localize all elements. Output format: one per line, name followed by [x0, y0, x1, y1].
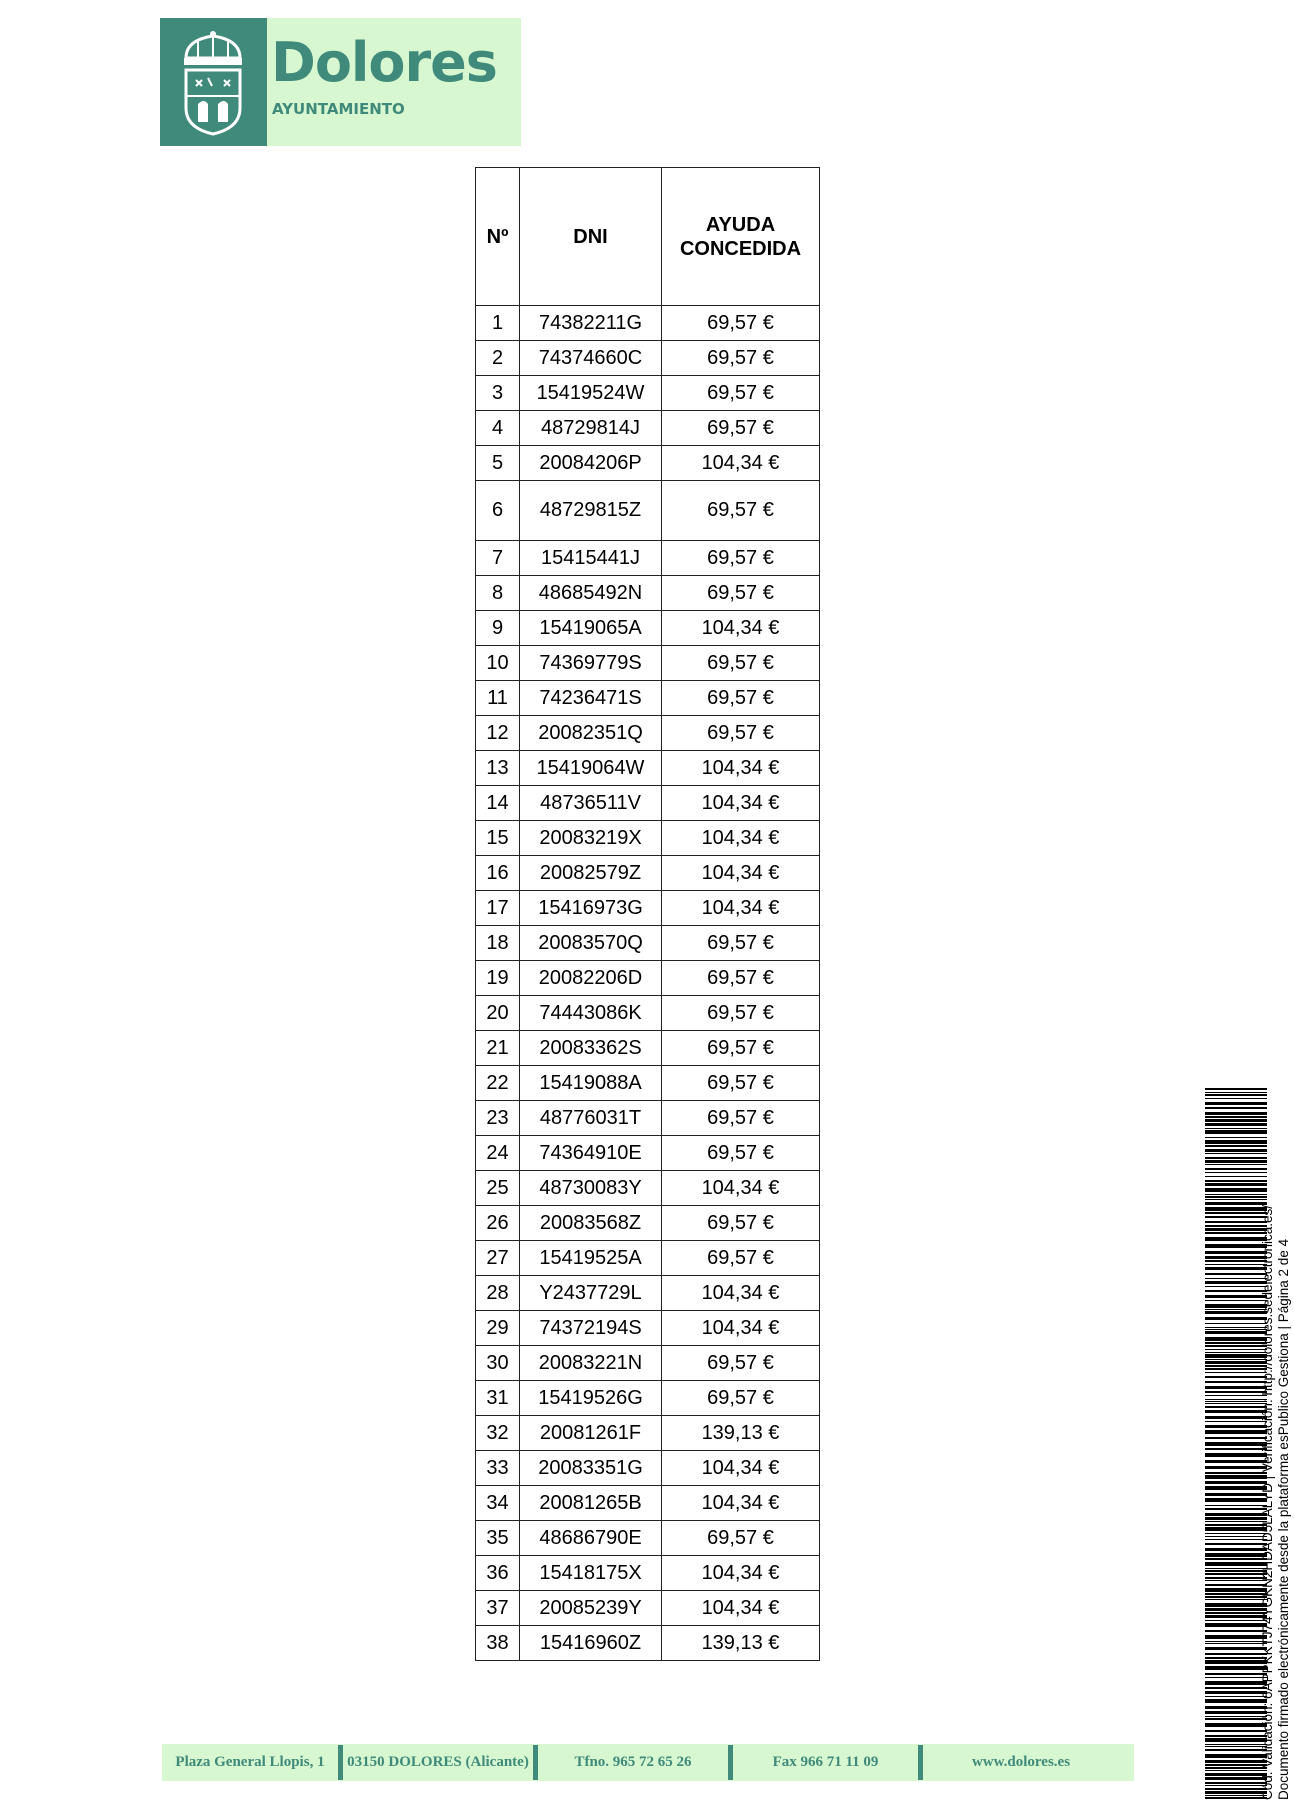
table-row	[476, 681, 820, 716]
table-row	[476, 1626, 820, 1661]
cell-ayuda: 69,57 €	[662, 411, 820, 446]
cell-ayuda: 69,57 €	[662, 1136, 820, 1171]
cell-ayuda: 104,34 €	[662, 821, 820, 856]
cell-ayuda: 69,57 €	[662, 1206, 820, 1241]
table-row	[476, 611, 820, 646]
cell-dni: 20083568Z	[520, 1206, 662, 1241]
table-row	[476, 751, 820, 786]
cell-num: 26	[476, 1206, 520, 1241]
cell-ayuda: 69,57 €	[662, 1346, 820, 1381]
cell-num: 10	[476, 646, 520, 681]
cell-dni: 74382211G	[520, 306, 662, 341]
cell-num: 25	[476, 1171, 520, 1206]
cell-num: 15	[476, 821, 520, 856]
table-row	[476, 996, 820, 1031]
header-ayuda	[662, 168, 820, 306]
cell-ayuda: 69,57 €	[662, 481, 820, 541]
cell-dni: 74374660C	[520, 341, 662, 376]
cell-num: 14	[476, 786, 520, 821]
table-row	[476, 446, 820, 481]
table-row	[476, 786, 820, 821]
cell-num: 31	[476, 1381, 520, 1416]
cell-num: 36	[476, 1556, 520, 1591]
verification-line-2: Documento firmado electrónicamente desde la plataforma esPublico Gestiona | Página 2 de 4	[1276, 1238, 1291, 1800]
cell-dni: 20083351G	[520, 1451, 662, 1486]
table-row	[476, 576, 820, 611]
cell-num: 33	[476, 1451, 520, 1486]
cell-num: 27	[476, 1241, 520, 1276]
cell-num: 5	[476, 446, 520, 481]
cell-dni: 20082206D	[520, 961, 662, 996]
cell-num: 19	[476, 961, 520, 996]
cell-num: 32	[476, 1416, 520, 1451]
table-row	[476, 1591, 820, 1626]
table-row	[476, 376, 820, 411]
footer-address: Plaza General Llopis, 1	[175, 1754, 325, 1770]
table-row	[476, 541, 820, 576]
header-num: Nº	[476, 168, 520, 306]
cell-num: 17	[476, 891, 520, 926]
table-header-row	[476, 168, 820, 306]
table-row	[476, 1521, 820, 1556]
cell-dni: 15415441J	[520, 541, 662, 576]
cell-num: 21	[476, 1031, 520, 1066]
cell-num: 4	[476, 411, 520, 446]
barcode-icon	[1205, 1088, 1267, 1800]
coat-of-arms-icon	[160, 18, 267, 146]
cell-ayuda: 104,34 €	[662, 751, 820, 786]
table-row	[476, 1486, 820, 1521]
cell-num: 13	[476, 751, 520, 786]
cell-ayuda: 69,57 €	[662, 926, 820, 961]
table-row	[476, 961, 820, 996]
cell-ayuda: 104,34 €	[662, 786, 820, 821]
cell-dni: 15419064W	[520, 751, 662, 786]
table-row	[476, 1031, 820, 1066]
footer-phone: Tfno. 965 72 65 26	[574, 1754, 692, 1770]
cell-num: 1	[476, 306, 520, 341]
cell-ayuda: 104,34 €	[662, 446, 820, 481]
table-row	[476, 411, 820, 446]
table-row	[476, 341, 820, 376]
cell-dni: 74372194S	[520, 1311, 662, 1346]
cell-dni: 74369779S	[520, 646, 662, 681]
cell-dni: 15419088A	[520, 1066, 662, 1101]
aid-table	[475, 167, 820, 1661]
cell-ayuda: 104,34 €	[662, 611, 820, 646]
cell-num: 24	[476, 1136, 520, 1171]
table-row	[476, 891, 820, 926]
cell-dni: 20081265B	[520, 1486, 662, 1521]
cell-dni: 48729815Z	[520, 481, 662, 541]
table-row	[476, 1311, 820, 1346]
cell-dni: 15419526G	[520, 1381, 662, 1416]
cell-num: 18	[476, 926, 520, 961]
table-row	[476, 1346, 820, 1381]
cell-ayuda: 69,57 €	[662, 376, 820, 411]
cell-num: 2	[476, 341, 520, 376]
cell-dni: 48776031T	[520, 1101, 662, 1136]
cell-num: 28	[476, 1276, 520, 1311]
cell-dni: 20083221N	[520, 1346, 662, 1381]
cell-ayuda: 69,57 €	[662, 996, 820, 1031]
cell-dni: 74236471S	[520, 681, 662, 716]
cell-ayuda: 139,13 €	[662, 1416, 820, 1451]
cell-ayuda: 69,57 €	[662, 646, 820, 681]
cell-ayuda: 139,13 €	[662, 1626, 820, 1661]
cell-ayuda: 104,34 €	[662, 1486, 820, 1521]
cell-ayuda: 104,34 €	[662, 1451, 820, 1486]
cell-dni: 20082579Z	[520, 856, 662, 891]
cell-dni: 20082351Q	[520, 716, 662, 751]
cell-dni: 74364910E	[520, 1136, 662, 1171]
cell-dni: 74443086K	[520, 996, 662, 1031]
table-row	[476, 716, 820, 751]
cell-ayuda: 69,57 €	[662, 681, 820, 716]
cell-ayuda: 104,34 €	[662, 1276, 820, 1311]
header-ayuda-line1: AYUDA	[705, 213, 776, 236]
table-row	[476, 1101, 820, 1136]
cell-num: 22	[476, 1066, 520, 1101]
header-dni: DNI	[520, 168, 662, 306]
header-ayuda-line2: CONCEDIDA	[679, 237, 802, 260]
cell-ayuda: 104,34 €	[662, 1591, 820, 1626]
table-row	[476, 646, 820, 681]
footer-fax: Fax 966 71 11 09	[772, 1754, 879, 1770]
cell-dni: 15419524W	[520, 376, 662, 411]
cell-dni: 48686790E	[520, 1521, 662, 1556]
cell-ayuda: 104,34 €	[662, 1311, 820, 1346]
table-row	[476, 1451, 820, 1486]
table-row	[476, 1206, 820, 1241]
cell-num: 37	[476, 1591, 520, 1626]
municipality-logo	[160, 18, 521, 146]
cell-num: 8	[476, 576, 520, 611]
cell-ayuda: 69,57 €	[662, 576, 820, 611]
table-row	[476, 1241, 820, 1276]
table-row	[476, 1136, 820, 1171]
table-row	[476, 481, 820, 541]
cell-num: 3	[476, 376, 520, 411]
cell-dni: 20085239Y	[520, 1591, 662, 1626]
cell-ayuda: 69,57 €	[662, 341, 820, 376]
footer-web: www.dolores.es	[971, 1754, 1071, 1770]
cell-num: 7	[476, 541, 520, 576]
table-row	[476, 926, 820, 961]
cell-ayuda: 69,57 €	[662, 1241, 820, 1276]
cell-num: 23	[476, 1101, 520, 1136]
cell-dni: 15419525A	[520, 1241, 662, 1276]
cell-num: 35	[476, 1521, 520, 1556]
cell-dni: 15419065A	[520, 611, 662, 646]
cell-num: 16	[476, 856, 520, 891]
table-row	[476, 856, 820, 891]
table-row	[476, 821, 820, 856]
cell-dni: 20083219X	[520, 821, 662, 856]
cell-ayuda: 104,34 €	[662, 1556, 820, 1591]
cell-ayuda: 69,57 €	[662, 1101, 820, 1136]
cell-num: 20	[476, 996, 520, 1031]
cell-ayuda: 104,34 €	[662, 891, 820, 926]
footer-postal: 03150 DOLORES (Alicante)	[347, 1754, 529, 1770]
table-row	[476, 1171, 820, 1206]
cell-dni: 15418175X	[520, 1556, 662, 1591]
cell-dni: 15416973G	[520, 891, 662, 926]
cell-num: 11	[476, 681, 520, 716]
cell-dni: 20084206P	[520, 446, 662, 481]
cell-dni: Y2437729L	[520, 1276, 662, 1311]
table-row	[476, 1416, 820, 1451]
cell-num: 9	[476, 611, 520, 646]
verification-line-1: Cód. Validación: 6APPKKTJ74YGKN2HDAD5LALYD | Verificación: http://dolores.sedelectronica.es/	[1260, 1204, 1275, 1800]
cell-dni: 48685492N	[520, 576, 662, 611]
cell-ayuda: 69,57 €	[662, 716, 820, 751]
cell-dni: 20083362S	[520, 1031, 662, 1066]
cell-ayuda: 69,57 €	[662, 1381, 820, 1416]
cell-dni: 48736511V	[520, 786, 662, 821]
cell-ayuda: 69,57 €	[662, 1031, 820, 1066]
cell-ayuda: 69,57 €	[662, 1066, 820, 1101]
table-row	[476, 1276, 820, 1311]
table-row	[476, 306, 820, 341]
cell-num: 12	[476, 716, 520, 751]
cell-dni: 20083570Q	[520, 926, 662, 961]
cell-num: 30	[476, 1346, 520, 1381]
cell-dni: 48730083Y	[520, 1171, 662, 1206]
table-row	[476, 1556, 820, 1591]
cell-ayuda: 69,57 €	[662, 961, 820, 996]
cell-dni: 15416960Z	[520, 1626, 662, 1661]
cell-ayuda: 69,57 €	[662, 541, 820, 576]
cell-ayuda: 69,57 €	[662, 1521, 820, 1556]
cell-num: 34	[476, 1486, 520, 1521]
cell-ayuda: 104,34 €	[662, 856, 820, 891]
cell-num: 29	[476, 1311, 520, 1346]
cell-num: 38	[476, 1626, 520, 1661]
logo-title: Dolores	[271, 31, 497, 94]
table-row	[476, 1066, 820, 1101]
cell-ayuda: 69,57 €	[662, 306, 820, 341]
cell-dni: 20081261F	[520, 1416, 662, 1451]
logo-subtitle: AYUNTAMIENTO	[272, 100, 405, 118]
cell-num: 6	[476, 481, 520, 541]
cell-ayuda: 104,34 €	[662, 1171, 820, 1206]
footer-bar	[162, 1744, 1134, 1781]
cell-dni: 48729814J	[520, 411, 662, 446]
verification-text	[1260, 1080, 1292, 1800]
table-row	[476, 1381, 820, 1416]
